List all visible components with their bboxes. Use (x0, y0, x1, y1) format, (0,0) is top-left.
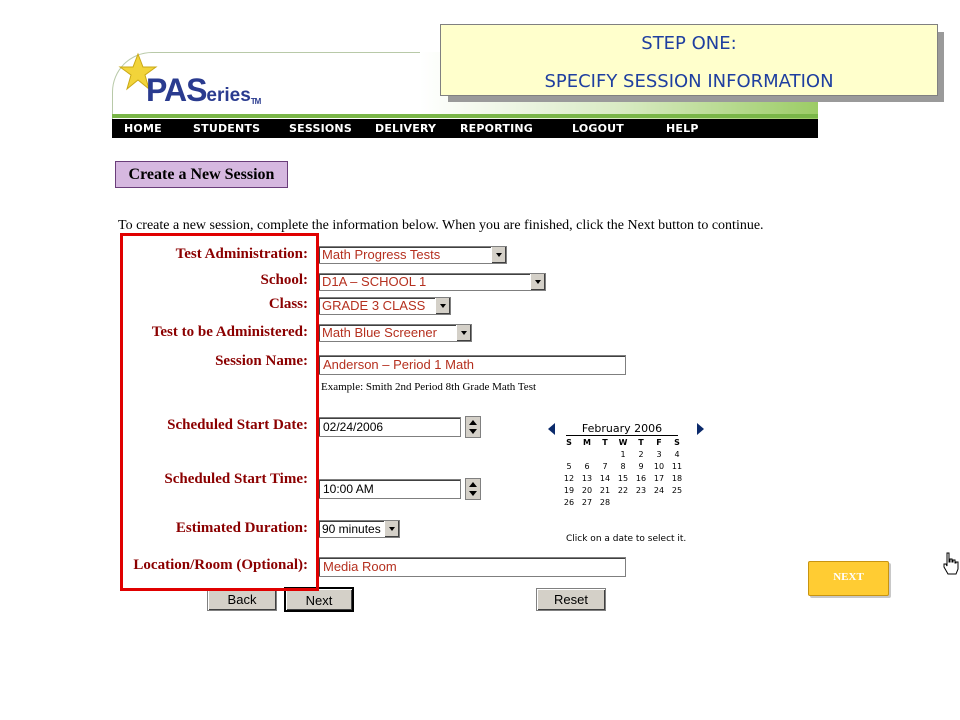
class-value: GRADE 3 CLASS (322, 298, 426, 313)
start-time-label: Scheduled Start Time: (164, 471, 308, 487)
prev-month-icon[interactable] (548, 423, 555, 435)
calendar-weekday: T (602, 438, 608, 447)
nav-help[interactable]: HELP (666, 122, 699, 135)
session-name-input[interactable]: Anderson – Period 1 Math (318, 355, 626, 375)
calendar-day[interactable]: 19 (563, 486, 575, 495)
start-date-input[interactable]: 02/24/2006 (318, 417, 461, 437)
calendar-day[interactable]: 18 (671, 474, 683, 483)
calendar-weekday: M (583, 438, 591, 447)
calendar-day[interactable]: 23 (635, 486, 647, 495)
calendar-day[interactable]: 8 (620, 462, 626, 471)
location-label: Location/Room (Optional): (133, 557, 308, 573)
highlight-frame (120, 233, 319, 591)
pas-logo[interactable] (146, 74, 260, 106)
spin-up-icon[interactable] (469, 420, 477, 425)
spin-down-icon[interactable] (469, 491, 477, 496)
hand-cursor-icon (942, 552, 960, 576)
calendar-day[interactable]: 22 (617, 486, 629, 495)
school-value: D1A – SCHOOL 1 (322, 274, 427, 289)
calendar-day[interactable]: 5 (566, 462, 572, 471)
duration-value: 90 minutes (322, 522, 381, 536)
nav-reporting[interactable]: REPORTING (460, 122, 534, 135)
start-date-label: Scheduled Start Date: (167, 417, 308, 433)
test-select[interactable] (318, 324, 472, 342)
header-rule (112, 114, 818, 118)
nav-bar (112, 119, 818, 138)
logo-big-text: PAS (146, 72, 207, 108)
calendar-day[interactable]: 2 (638, 450, 644, 459)
duration-select[interactable] (318, 520, 400, 538)
chevron-down-icon[interactable] (491, 247, 506, 263)
calendar-day[interactable]: 1 (620, 450, 626, 459)
calendar-day[interactable]: 3 (656, 450, 662, 459)
test-value: Math Blue Screener (322, 325, 437, 340)
date-spinner[interactable] (465, 416, 481, 438)
next-button[interactable]: Next (285, 588, 353, 611)
chevron-down-icon[interactable] (530, 274, 545, 290)
calendar-weekday: F (656, 438, 662, 447)
nav-students[interactable]: STUDENTS (193, 122, 261, 135)
calendar-day[interactable]: 26 (563, 498, 575, 507)
logo-small-text: eries (206, 85, 251, 106)
calendar-day[interactable]: 21 (599, 486, 611, 495)
calendar-day[interactable]: 28 (599, 498, 611, 507)
calendar-weekday: S (566, 438, 572, 447)
spin-up-icon[interactable] (469, 482, 477, 487)
start-time-input[interactable]: 10:00 AM (318, 479, 461, 499)
next-month-icon[interactable] (697, 423, 704, 435)
chevron-down-icon[interactable] (435, 298, 450, 314)
test-admin-value: Math Progress Tests (322, 247, 441, 262)
session-name-label: Session Name: (215, 353, 308, 369)
step-callout (440, 24, 938, 96)
calendar-grid (560, 438, 686, 512)
session-name-example: Example: Smith 2nd Period 8th Grade Math Test (321, 381, 537, 393)
spin-down-icon[interactable] (469, 429, 477, 434)
calendar-day[interactable]: 13 (581, 474, 593, 483)
school-label: School: (260, 272, 308, 288)
calendar-day[interactable]: 25 (671, 486, 683, 495)
calendar-weekday: S (674, 438, 680, 447)
class-label: Class: (268, 296, 308, 312)
calendar-day[interactable]: 6 (584, 462, 590, 471)
calendar-weekday: T (638, 438, 644, 447)
duration-label: Estimated Duration: (175, 520, 308, 536)
calendar-day[interactable]: 4 (674, 450, 680, 459)
callout-step: STEP ONE: (641, 33, 737, 54)
class-select[interactable] (318, 297, 451, 315)
test-admin-select[interactable] (318, 246, 507, 264)
logo-tm-text: TM (250, 97, 261, 106)
calendar-month: February 2006 (566, 422, 678, 436)
next-callout-button[interactable]: NEXT (808, 561, 889, 596)
nav-home[interactable]: HOME (124, 122, 162, 135)
instructions-text: To create a new session, complete the information below. When you are finished, click the Next button to continue. (118, 218, 764, 233)
calendar-day[interactable]: 27 (581, 498, 593, 507)
nav-sessions[interactable]: SESSIONS (289, 122, 352, 135)
callout-instruction: SPECIFY SESSION INFORMATION (544, 71, 834, 92)
calendar-day[interactable]: 10 (653, 462, 665, 471)
nav-delivery[interactable]: DELIVERY (375, 122, 437, 135)
calendar-day[interactable]: 24 (653, 486, 665, 495)
calendar-day[interactable]: 20 (581, 486, 593, 495)
reset-button[interactable]: Reset (536, 588, 606, 611)
calendar-weekday: W (618, 438, 628, 447)
calendar-day[interactable]: 17 (653, 474, 665, 483)
time-spinner[interactable] (465, 478, 481, 500)
page-title: Create a New Session (115, 161, 288, 188)
calendar-day[interactable]: 12 (563, 474, 575, 483)
calendar-day[interactable]: 14 (599, 474, 611, 483)
calendar-day[interactable]: 11 (671, 462, 683, 471)
calendar-day[interactable]: 9 (638, 462, 644, 471)
calendar-day[interactable]: 7 (602, 462, 608, 471)
chevron-down-icon[interactable] (456, 325, 471, 341)
test-admin-label: Test Administration: (175, 246, 308, 262)
calendar-hint: Click on a date to select it. (566, 534, 687, 544)
back-button[interactable]: Back (207, 588, 277, 611)
calendar-day[interactable]: 16 (635, 474, 647, 483)
calendar-day[interactable]: 15 (617, 474, 629, 483)
chevron-down-icon[interactable] (384, 521, 399, 537)
school-select[interactable] (318, 273, 546, 291)
test-label: Test to be Administered: (151, 324, 308, 340)
location-input[interactable]: Media Room (318, 557, 626, 577)
nav-logout[interactable]: LOGOUT (572, 122, 624, 135)
